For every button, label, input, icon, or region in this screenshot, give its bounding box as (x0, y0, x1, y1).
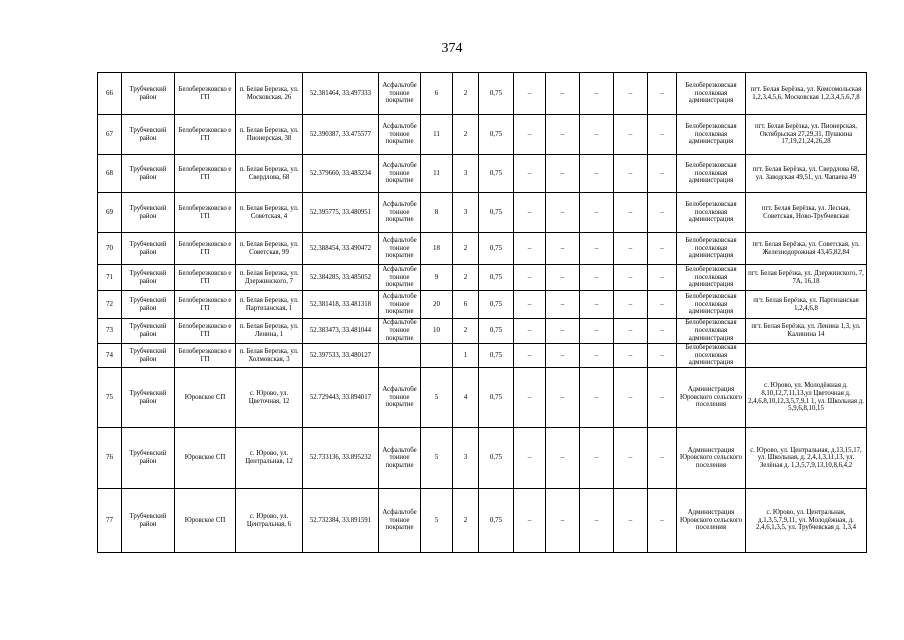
surface-cell: Асфальтобе тонное покрытие (379, 291, 421, 319)
dash-cell-1: – (514, 155, 546, 193)
dash-cell-1: – (514, 233, 546, 265)
count-b-cell: 4 (453, 368, 479, 428)
volume-cell: 0,75 (479, 291, 514, 319)
coordinates-cell: 52.732384, 33.891591 (303, 489, 379, 553)
dash-cell-5: – (648, 489, 677, 553)
count-b-cell: 3 (453, 193, 479, 233)
volume-cell: 0,75 (479, 233, 514, 265)
dash-cell-2: – (546, 73, 580, 115)
settlement-cell: Белоберезковско е ГП (175, 193, 236, 233)
dash-cell-4: – (614, 115, 648, 155)
coordinates-cell: 52.388454, 33.490472 (303, 233, 379, 265)
district-cell: Трубчевский район (122, 193, 175, 233)
served-addresses-cell: пгт. Белая Берёзка, ул. Ленина 1,3, ул. Калинина 14 (746, 319, 867, 344)
table-row (98, 489, 867, 553)
count-a-cell: 18 (421, 233, 453, 265)
district-cell: Трубчевский район (122, 155, 175, 193)
surface-cell: Асфальтобе тонное покрытие (379, 155, 421, 193)
owner-cell: Белоберезковская поселковая администрация (677, 344, 746, 368)
district-cell: Трубчевский район (122, 344, 175, 368)
district-cell: Трубчевский район (122, 319, 175, 344)
dash-cell-5: – (648, 73, 677, 115)
dash-cell-4: – (614, 233, 648, 265)
coordinates-cell: 52.729443, 33.894017 (303, 368, 379, 428)
row-number: 74 (98, 344, 122, 368)
dash-cell-3: – (580, 428, 614, 489)
surface-cell: Асфальтобе тонное покрытие (379, 319, 421, 344)
coordinates-cell: 52.383473, 33.481044 (303, 319, 379, 344)
district-cell: Трубчевский район (122, 291, 175, 319)
dash-cell-4: – (614, 73, 648, 115)
dash-cell-1: – (514, 193, 546, 233)
coordinates-cell: 52.384285, 33.485052 (303, 265, 379, 291)
dash-cell-4: – (614, 155, 648, 193)
coordinates-cell: 52.397533, 33.480127 (303, 344, 379, 368)
count-a-cell: 8 (421, 193, 453, 233)
served-addresses-cell: пгт. Белая Берёзка, ул. Свердлова 68, ул. Заводская 49,51, ул. Чапаева 49 (746, 155, 867, 193)
dash-cell-3: – (580, 193, 614, 233)
dash-cell-5: – (648, 344, 677, 368)
dash-cell-1: – (514, 319, 546, 344)
coordinates-cell: 52.390387, 33.475577 (303, 115, 379, 155)
surface-cell: Асфальтобе тонное покрытие (379, 115, 421, 155)
dash-cell-5: – (648, 319, 677, 344)
row-number: 70 (98, 233, 122, 265)
dash-cell-2: – (546, 193, 580, 233)
dash-cell-3: – (580, 489, 614, 553)
settlement-cell: Белоберезковско е ГП (175, 291, 236, 319)
volume-cell: 0,75 (479, 265, 514, 291)
dash-cell-2: – (546, 319, 580, 344)
dash-cell-1: – (514, 73, 546, 115)
dash-cell-1: – (514, 428, 546, 489)
dash-cell-3: – (580, 115, 614, 155)
address-cell: п. Белая Березка, ул. Холмовская, 3 (236, 344, 303, 368)
row-number: 75 (98, 368, 122, 428)
owner-cell: Белоберезковская поселковая администрация (677, 193, 746, 233)
count-b-cell: 2 (453, 73, 479, 115)
dash-cell-2: – (546, 233, 580, 265)
dash-cell-4: – (614, 428, 648, 489)
coordinates-cell: 52.395775, 33.480951 (303, 193, 379, 233)
address-cell: п. Белая Березка, ул. Пионерская, 38 (236, 115, 303, 155)
address-cell: п. Белая Березка, ул. Дзержинского, 7 (236, 265, 303, 291)
volume-cell: 0,75 (479, 155, 514, 193)
volume-cell: 0,75 (479, 115, 514, 155)
owner-cell: Белоберезковская поселковая администрация (677, 155, 746, 193)
address-cell: с. Юрово, ул. Цветочная, 12 (236, 368, 303, 428)
table-row (98, 368, 867, 428)
dash-cell-2: – (546, 344, 580, 368)
address-cell: п. Белая Березка, ул. Ленина, 1 (236, 319, 303, 344)
dash-cell-1: – (514, 291, 546, 319)
dash-cell-5: – (648, 291, 677, 319)
table-row (98, 73, 867, 115)
served-addresses-cell: пгт. Белая Берёзка, ул. Лесная, Советская, Ново-Трубчевская (746, 193, 867, 233)
count-b-cell: 3 (453, 428, 479, 489)
count-a-cell: 6 (421, 73, 453, 115)
address-cell: п. Белая Березка, ул. Московская, 26 (236, 73, 303, 115)
dash-cell-2: – (546, 489, 580, 553)
coordinates-cell: 52.381418, 33.481318 (303, 291, 379, 319)
owner-cell: Белоберезковская поселковая администрация (677, 319, 746, 344)
district-cell: Трубчевский район (122, 115, 175, 155)
count-a-cell: 20 (421, 291, 453, 319)
count-b-cell: 6 (453, 291, 479, 319)
table-row (98, 344, 867, 368)
count-a-cell: 9 (421, 265, 453, 291)
dash-cell-5: – (648, 155, 677, 193)
count-a-cell: 11 (421, 155, 453, 193)
volume-cell: 0,75 (479, 489, 514, 553)
surface-cell: Асфальтобе тонное покрытие (379, 73, 421, 115)
count-a-cell: 5 (421, 368, 453, 428)
address-cell: п. Белая Березка, ул. Советская, 99 (236, 233, 303, 265)
dash-cell-5: – (648, 265, 677, 291)
row-number: 67 (98, 115, 122, 155)
district-cell: Трубчевский район (122, 489, 175, 553)
owner-cell: Администрация Юровского сельского поселения (677, 428, 746, 489)
settlement-cell: Белоберезковско е ГП (175, 319, 236, 344)
count-a-cell: 11 (421, 115, 453, 155)
settlement-cell: Белоберезковско е ГП (175, 265, 236, 291)
row-number: 66 (98, 73, 122, 115)
dash-cell-1: – (514, 344, 546, 368)
table-row (98, 265, 867, 291)
table-row (98, 115, 867, 155)
dash-cell-2: – (546, 428, 580, 489)
count-b-cell: 2 (453, 489, 479, 553)
row-number: 73 (98, 319, 122, 344)
served-addresses-cell: пгт. Белая Берёзка, ул. Комсомольская 1,2,3,4,5,6, Московская 1,2,3,4,5,6,7,8 (746, 73, 867, 115)
dash-cell-3: – (580, 319, 614, 344)
district-cell: Трубчевский район (122, 233, 175, 265)
settlement-cell: Белоберезковско е ГП (175, 233, 236, 265)
settlement-cell: Белоберезковско е ГП (175, 344, 236, 368)
dash-cell-1: – (514, 489, 546, 553)
dash-cell-1: – (514, 368, 546, 428)
table-row (98, 319, 867, 344)
dash-cell-4: – (614, 368, 648, 428)
coordinates-cell: 52.733136, 33.895232 (303, 428, 379, 489)
table-body (98, 73, 867, 553)
settlement-cell: Белоберезковско е ГП (175, 73, 236, 115)
settlement-cell: Белоберезковско е ГП (175, 155, 236, 193)
address-cell: п. Белая Березка, ул. Советская, 4 (236, 193, 303, 233)
owner-cell: Белоберезковская поселковая администрация (677, 233, 746, 265)
surface-cell: Асфальтобе тонное покрытие (379, 193, 421, 233)
coordinates-cell: 52.381464, 33.497333 (303, 73, 379, 115)
count-a-cell: 10 (421, 319, 453, 344)
count-b-cell: 2 (453, 319, 479, 344)
row-number: 69 (98, 193, 122, 233)
count-b-cell: 2 (453, 115, 479, 155)
count-b-cell: 3 (453, 155, 479, 193)
dash-cell-2: – (546, 291, 580, 319)
table-row (98, 193, 867, 233)
count-b-cell: 2 (453, 233, 479, 265)
count-b-cell: 1 (453, 344, 479, 368)
served-addresses-cell (746, 344, 867, 368)
volume-cell: 0,75 (479, 368, 514, 428)
owner-cell: Белоберезковская поселковая администрация (677, 265, 746, 291)
dash-cell-3: – (580, 344, 614, 368)
served-addresses-cell: пгт. Белая Берёзка, ул. Дзержинского, 7, 7А, 16,18 (746, 265, 867, 291)
surface-cell (379, 344, 421, 368)
dash-cell-3: – (580, 73, 614, 115)
served-addresses-cell: с. Юрово, ул. Молодёжная д. 8,10,12,7,11,13,ул Цветочная д. 2,4,6,8,10,12,3,5,7,9,1 1, ул. Школьная д. 5,9,6,8,10,15 (746, 368, 867, 428)
dash-cell-4: – (614, 319, 648, 344)
coordinates-cell: 52.379660, 33.483234 (303, 155, 379, 193)
dash-cell-4: – (614, 265, 648, 291)
owner-cell: Белоберезковская поселковая администрация (677, 291, 746, 319)
dash-cell-3: – (580, 155, 614, 193)
owner-cell: Администрация Юровского сельского поселения (677, 489, 746, 553)
volume-cell: 0,75 (479, 428, 514, 489)
served-addresses-cell: пгт. Белая Берёзка, ул. Партизанская 1,2,4,6,8 (746, 291, 867, 319)
dash-cell-3: – (580, 291, 614, 319)
dash-cell-5: – (648, 115, 677, 155)
row-number: 76 (98, 428, 122, 489)
registry-table (97, 72, 867, 553)
volume-cell: 0,75 (479, 193, 514, 233)
table-row (98, 233, 867, 265)
served-addresses-cell: с. Юрово, ул. Центральная, д.13,15,17, ул. Школьная, д. 2,4,1,3,11,13, ул. Зелёная д. 1,3,5,7,9,13,10,8,6,4,2 (746, 428, 867, 489)
row-number: 77 (98, 489, 122, 553)
district-cell: Трубчевский район (122, 368, 175, 428)
dash-cell-2: – (546, 265, 580, 291)
surface-cell: Асфальтобе тонное покрытие (379, 233, 421, 265)
dash-cell-4: – (614, 291, 648, 319)
address-cell: с. Юрово, ул. Центральная, 6 (236, 489, 303, 553)
district-cell: Трубчевский район (122, 265, 175, 291)
dash-cell-1: – (514, 115, 546, 155)
settlement-cell: Юровское СП (175, 368, 236, 428)
dash-cell-1: – (514, 265, 546, 291)
volume-cell: 0,75 (479, 73, 514, 115)
owner-cell: Белоберезковская поселковая администрация (677, 115, 746, 155)
row-number: 72 (98, 291, 122, 319)
surface-cell: Асфальтобе тонное покрытие (379, 368, 421, 428)
count-a-cell: 5 (421, 428, 453, 489)
table-row (98, 428, 867, 489)
dash-cell-5: – (648, 368, 677, 428)
dash-cell-2: – (546, 368, 580, 428)
dash-cell-4: – (614, 193, 648, 233)
table-row (98, 291, 867, 319)
count-a-cell: 5 (421, 489, 453, 553)
dash-cell-2: – (546, 115, 580, 155)
dash-cell-3: – (580, 368, 614, 428)
count-a-cell (421, 344, 453, 368)
volume-cell: 0,75 (479, 319, 514, 344)
dash-cell-2: – (546, 155, 580, 193)
owner-cell: Белоберезковская поселковая администрация (677, 73, 746, 115)
dash-cell-4: – (614, 489, 648, 553)
dash-cell-3: – (580, 265, 614, 291)
count-b-cell: 2 (453, 265, 479, 291)
surface-cell: Асфальтобе тонное покрытие (379, 489, 421, 553)
served-addresses-cell: пгт. Белая Берёзка, ул. Советская, ул. Железнодорожная 43,45,82,84 (746, 233, 867, 265)
dash-cell-4: – (614, 344, 648, 368)
dash-cell-3: – (580, 233, 614, 265)
row-number: 71 (98, 265, 122, 291)
row-number: 68 (98, 155, 122, 193)
owner-cell: Администрация Юровского сельского поселения (677, 368, 746, 428)
served-addresses-cell: с. Юрово, ул. Центральная, д.1,3,5,7,9,11, ул. Молодёжная, д. 2,4,6,1,3,5, ул. Трубчевская д. 1,3,4 (746, 489, 867, 553)
address-cell: п. Белая Березка, ул. Партизанская, 1 (236, 291, 303, 319)
dash-cell-5: – (648, 428, 677, 489)
district-cell: Трубчевский район (122, 428, 175, 489)
page-number: 374 (441, 41, 463, 56)
settlement-cell: Белоберезковско е ГП (175, 115, 236, 155)
served-addresses-cell: пгт. Белая Берёзка, ул. Пионерская, Октябрьская 27,29,31, Пушкина 17,19,21,24,26,28 (746, 115, 867, 155)
surface-cell: Асфальтобе тонное покрытие (379, 428, 421, 489)
volume-cell: 0,75 (479, 344, 514, 368)
dash-cell-5: – (648, 233, 677, 265)
district-cell: Трубчевский район (122, 73, 175, 115)
dash-cell-5: – (648, 193, 677, 233)
settlement-cell: Юровское СП (175, 489, 236, 553)
address-cell: п. Белая Березка, ул. Свердлова, 68 (236, 155, 303, 193)
table-row (98, 155, 867, 193)
surface-cell: Асфальтобе тонное покрытие (379, 265, 421, 291)
address-cell: с. Юрово, ул. Центральная, 12 (236, 428, 303, 489)
settlement-cell: Юровское СП (175, 428, 236, 489)
